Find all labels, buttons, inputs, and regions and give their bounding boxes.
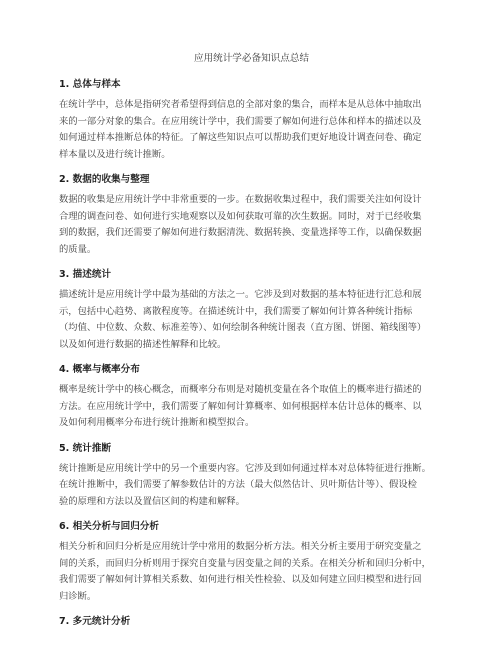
section-body: 相关分析和回归分析是应用统计学中常用的数据分析方法。相关分析主要用于研究变量之 间的关系，而回归分析则用于探究自变量与因变量之间的关系。在相关分析和回归分析中， 我们需要了解如何计算相关系数、如何进行相关性检验、以及如何建立回归模型和进行回 归诊断。 xyxy=(59,541,431,602)
section-heading: 5. 统计推断 xyxy=(59,442,112,454)
section-statistical-inference xyxy=(59,442,436,511)
section-body: 描述统计是应用统计学中最为基础的方法之一。它涉及到对数据的基本特征进行汇总和展 示，包括中心趋势、离散程度等。在描述统计中，我们需要了解如何计算各种统计指标 （均值、中位数、众数、标准差等）、如何绘制各种统计图表（直方图、饼图、箱线图等） 以及如何进行数据的描述性解释和比较。 xyxy=(59,289,427,350)
document-title: 应用统计学必备知识点总结 xyxy=(193,53,310,64)
section-heading: 1. 总体与样本 xyxy=(59,79,121,90)
section-body: 数据的收集是应用统计学中非常重要的一步。在数据收集过程中，我们需要关注如何设计 合理的调查问卷、如何进行实地观察以及如何获取可靠的次生数据。同时，对于已经收集 到的数据，我们还需要了解如何进行数据清洗、数据转换、变量选择等工作，以确保数据 的质量。 xyxy=(59,194,422,255)
section-body: 概率是统计学中的核心概念，而概率分布则是对随机变量在各个取值上的概率进行描述的 方法。在应用统计学中，我们需要了解如何计算概率、如何根据样本估计总体的概率、以 及如何利用概率分布进行统计推断和模型拟合。 xyxy=(59,384,422,428)
section-body: 在统计学中，总体是指研究者希望得到信息的全部对象的集合，而样本是从总体中抽取出 来的一部分对象的集合。在应用统计学中，我们需要了解如何进行总体和样本的描述以及 如何通过样本推断总体的特征。了解这些知识点可以帮助我们更好地设计调查问卷、确定 样本量以及进行统计推断。 xyxy=(59,99,422,160)
section-correlation-regression xyxy=(59,520,436,605)
section-multivariate xyxy=(59,615,436,629)
section-heading: 7. 多元统计分析 xyxy=(59,616,131,627)
section-population-sample xyxy=(59,78,436,163)
section-probability xyxy=(59,363,436,432)
section-data-collection xyxy=(59,173,436,258)
section-heading: 6. 相关分析与回归分析 xyxy=(59,521,160,532)
section-heading: 4. 概率与概率分布 xyxy=(59,364,140,375)
section-heading: 3. 描述统计 xyxy=(59,269,112,280)
section-body: 统计推断是应用统计学中的另一个重要内容。它涉及到如何通过样本对总体特征进行推断。 在统计推断中，我们需要了解参数估计的方法（最大似然估计、贝叶斯估计等）、假设检 验的原理和方法以及置信区间的构建和解释。 xyxy=(59,462,431,507)
section-heading: 2. 数据的收集与整理 xyxy=(59,174,150,185)
section-descriptive-statistics xyxy=(59,268,436,353)
